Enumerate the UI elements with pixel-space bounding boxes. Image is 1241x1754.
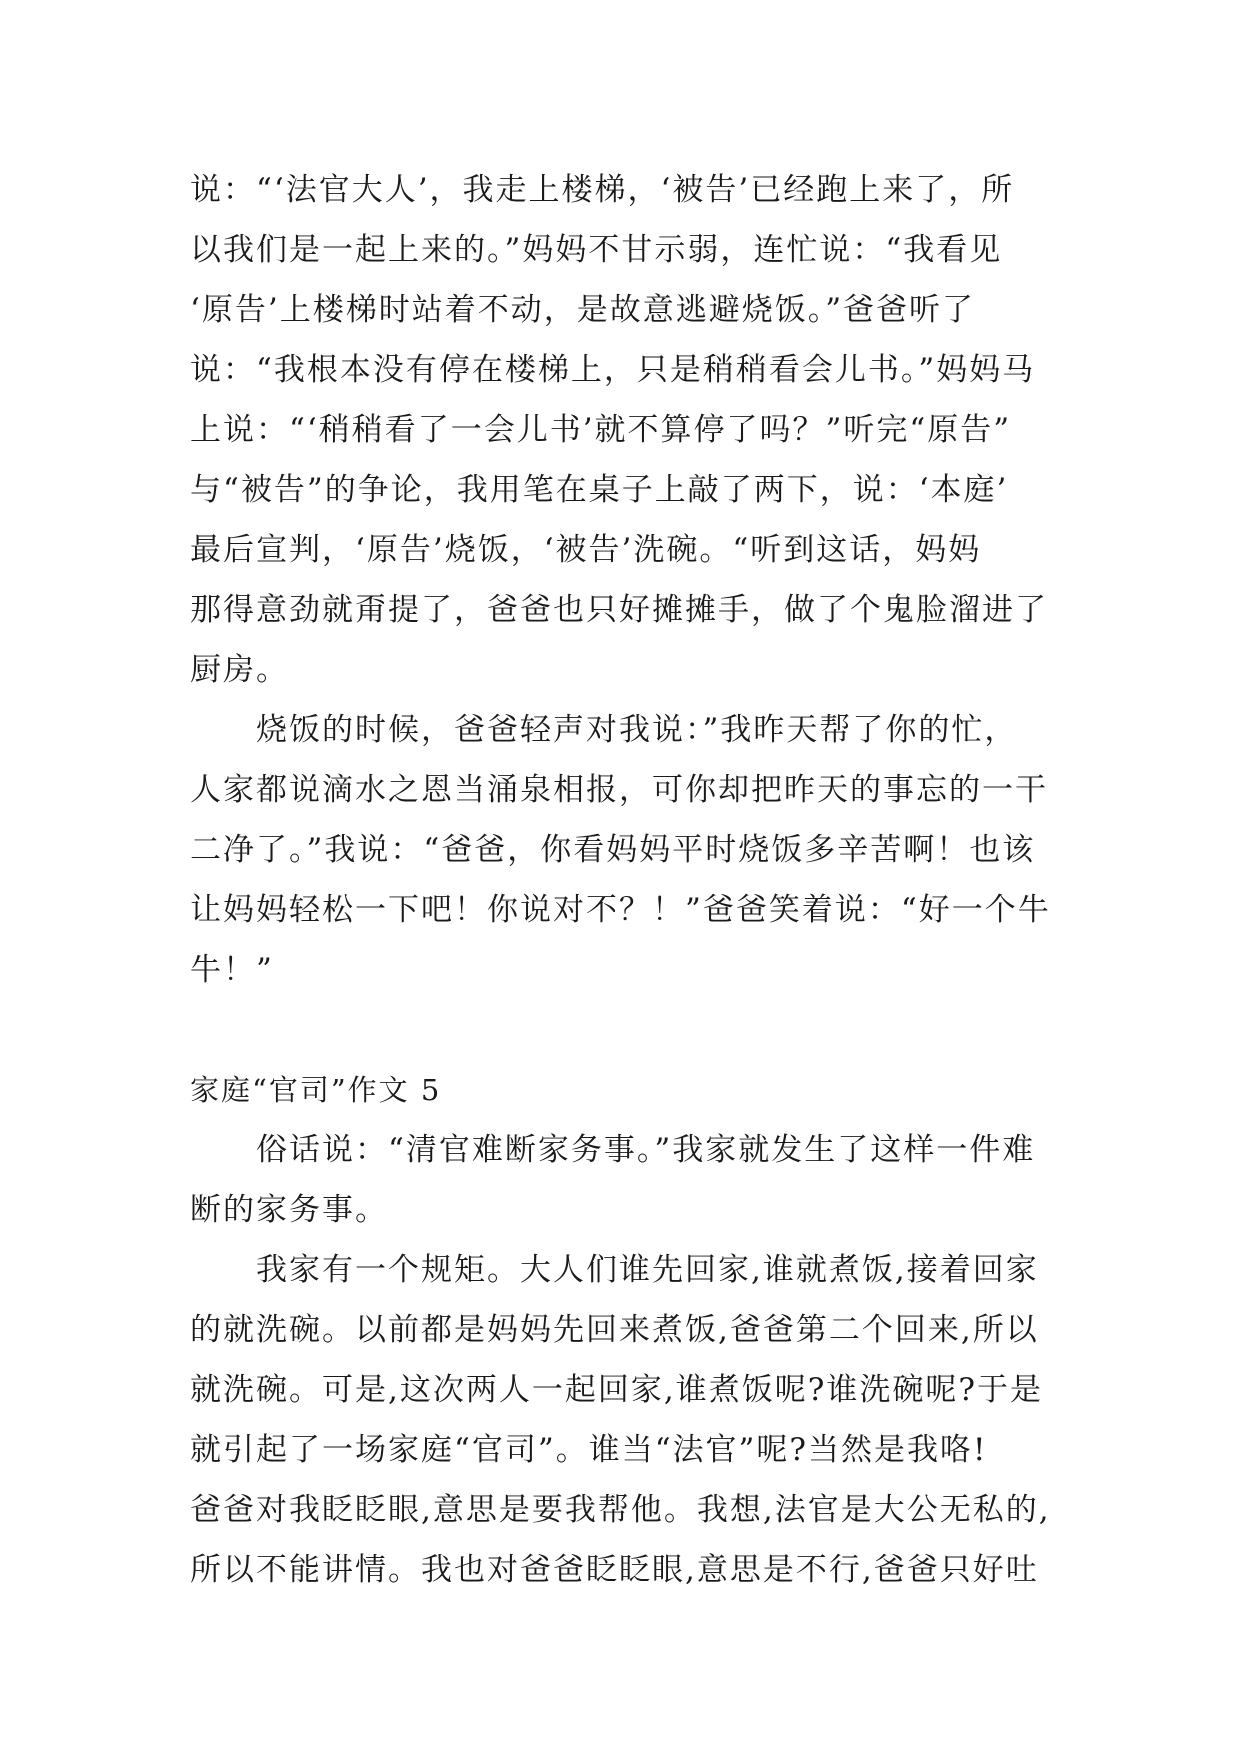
text-line: 俗话说：“清官难断家务事。”我家就发生了这样一件难 — [190, 1132, 1036, 1168]
text-line: 人家都说滴水之恩当涌泉相报，可你却把昨天的事忘的一干 — [190, 772, 1048, 808]
text-line: 的就洗碗。以前都是妈妈先回来煮饭,爸爸第二个回来,所以 — [190, 1312, 1039, 1348]
text-line: 断的家务事。 — [190, 1192, 388, 1228]
text-line: 以我们是一起上来的。”妈妈不甘示弱，连忙说：“我看见 — [190, 232, 1003, 268]
text-line: 就引起了一场家庭“官司”。谁当“法官”呢?当然是我咯! — [190, 1432, 988, 1468]
text-line: ‘原告’上楼梯时站着不动，是故意逃避烧饭。”爸爸听了 — [190, 292, 976, 328]
text-line: 爸爸对我眨眨眼,意思是要我帮他。我想,法官是大公无私的, — [190, 1492, 1051, 1528]
text-line: 与“被告”的争论，我用笔在桌子上敲了两下，说：‘本庭’ — [190, 472, 1009, 508]
section-gap — [190, 1000, 1070, 1060]
text-line: 最后宣判，‘原告’烧饭，‘被告’洗碗。“听到这话，妈妈 — [190, 532, 982, 568]
text-line: 上说：“‘稍稍看了一会儿书’就不算停了吗？”听完“原告” — [190, 412, 1012, 448]
text-line: 那得意劲就甭提了，爸爸也只好摊摊手，做了个鬼脸溜进了 — [190, 592, 1048, 628]
text-line: 就洗碗。可是,这次两人一起回家,谁煮饭呢?谁洗碗呢?于是 — [190, 1372, 1043, 1408]
text-line: 我家有一个规矩。大人们谁先回家,谁就煮饭,接着回家 — [190, 1252, 1039, 1288]
text-line: 让妈妈轻松一下吧！你说对不？！”爸爸笑着说：“好一个牛 — [190, 892, 1051, 928]
text-line: 所以不能讲情。我也对爸爸眨眨眼,意思是不行,爸爸只好吐 — [190, 1552, 1039, 1588]
text-line: 厨房。 — [190, 652, 289, 688]
text-line: 说：“我根本没有停在楼梯上，只是稍稍看会儿书。”妈妈马 — [190, 352, 1036, 388]
text-line: 牛！” — [190, 952, 274, 988]
section-heading: 家庭“官司”作文 5 — [190, 1073, 442, 1107]
text-line: 说：“‘法官大人’，我走上楼梯，‘被告’已经跑上来了，所 — [190, 172, 1015, 208]
text-line: 二净了。”我说：“爸爸，你看妈妈平时烧饭多辛苦啊！也该 — [190, 832, 1036, 868]
document-page — [190, 160, 1070, 1600]
text-line: 烧饭的时候，爸爸轻声对我说：”我昨天帮了你的忙， — [190, 712, 1018, 748]
